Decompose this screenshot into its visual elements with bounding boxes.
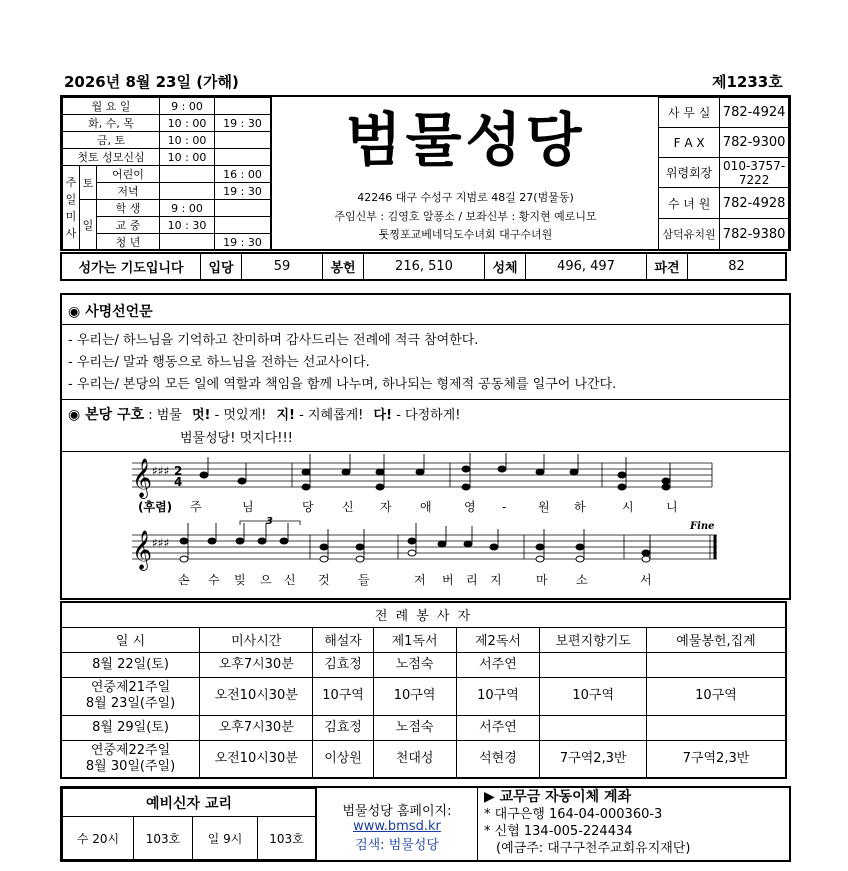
schedule-time: 9 : 00 <box>160 200 215 217</box>
mission-line: - 우리는/ 말과 행동으로 하느님을 전하는 선교사이다. <box>68 355 370 370</box>
schedule-time: 10 : 30 <box>160 217 215 234</box>
lyric-syllable: 서 <box>640 573 652 587</box>
parish-address: 42246 대구 수성구 지범로 48길 27(범물동) <box>357 191 574 204</box>
hymn-stats-row <box>60 252 787 281</box>
table-row <box>61 677 786 715</box>
sunday-label: 일 <box>80 200 97 251</box>
account-line: (예금주: 대구구천주교회유지재단) <box>496 841 691 856</box>
schedule-time <box>160 183 215 200</box>
mission-line: - 우리는/ 본당의 모든 일에 역할과 책임을 함께 나누며, 하나되는 형제적 공동체를 일구어 나간다. <box>68 377 617 392</box>
stat-label: 성체 <box>485 253 526 280</box>
mission-block <box>60 293 791 600</box>
treble-clef-icon: 𝄞 <box>132 458 153 498</box>
note-head <box>302 469 310 475</box>
schedule-label: 어린이 <box>97 166 160 183</box>
mission-heading: ◉ 사명선언문 <box>68 304 153 320</box>
note-head <box>376 469 384 475</box>
note-head <box>662 478 670 484</box>
note-head <box>342 469 350 475</box>
note-head <box>536 556 544 562</box>
servers-cell: 10구역 <box>456 677 540 715</box>
servers-cell: 이상원 <box>313 740 373 778</box>
servers-body <box>61 652 786 778</box>
contact-label: F A X <box>659 128 720 158</box>
schedule-label: 학 생 <box>97 200 160 217</box>
lyric-syllable: 시 <box>622 500 634 514</box>
servers-cell: 10구역 <box>373 677 456 715</box>
schedule-time: 10 : 00 <box>160 132 215 149</box>
motto-text: - 지혜롭게! <box>299 408 364 423</box>
issue-number: 제1233호 <box>712 73 783 91</box>
schedule-label: 화, 수, 목 <box>63 115 160 132</box>
note-head <box>180 538 188 544</box>
servers-header-row <box>61 627 786 652</box>
lyric-syllable: 마 <box>536 573 548 587</box>
schedule-time: 10 : 00 <box>160 115 215 132</box>
lyric-syllable: 님 <box>242 500 254 514</box>
lyric-syllable: 수 <box>208 573 220 587</box>
schedule-time <box>215 217 271 234</box>
note-head <box>356 556 364 562</box>
saturday-label: 토 <box>80 166 97 200</box>
note-head <box>490 544 498 550</box>
schedule-time <box>215 132 271 149</box>
lyric-syllable: 리 <box>466 573 478 587</box>
note-head <box>356 544 364 550</box>
servers-cell: 노점숙 <box>373 652 456 677</box>
lyric-syllable: 것 <box>318 573 330 587</box>
servers-cell: 김효정 <box>313 652 373 677</box>
parish-priests: 주임신부 : 김영호 알퐁소 / 보좌신부 : 황지현 예로니모 <box>334 210 597 223</box>
motto-text: : 범물 <box>148 408 182 423</box>
lyric-syllable: 영 <box>464 500 476 514</box>
lyric-syllable: 소 <box>576 573 588 587</box>
parish-title-panel <box>271 97 659 249</box>
contact-label: 위령회장 <box>659 158 720 188</box>
motto-keyword: 멋! <box>191 408 211 423</box>
stat-label: 봉헌 <box>323 253 364 280</box>
lyric-syllable: 버 <box>442 573 454 587</box>
schedule-time: 19 : 30 <box>215 234 271 251</box>
motto-line2: 범물성당! 멋지다!!! <box>180 431 293 446</box>
schedule-time: 19 : 30 <box>215 183 271 200</box>
note-head <box>464 541 472 547</box>
table-row <box>61 652 786 677</box>
schedule-time: 10 : 00 <box>160 149 215 166</box>
servers-header-cell: 제2독서 <box>456 627 540 652</box>
note-head <box>618 484 626 490</box>
servers-table <box>60 601 787 779</box>
treble-clef-icon: 𝄞 <box>132 530 153 570</box>
catechism-cell: 일 9시 <box>193 817 258 860</box>
note-head <box>662 484 670 490</box>
contact-value: 782-9380 <box>720 219 789 250</box>
note-head <box>302 484 310 490</box>
note-head <box>236 538 244 544</box>
catechism-cell: 수 20시 <box>63 817 134 860</box>
homepage-search: 검색: 범물성당 <box>355 838 439 853</box>
lyric-syllable: 으 <box>260 573 272 587</box>
note-head <box>180 556 188 562</box>
parish-name: 범물성당 <box>345 106 586 174</box>
motto-keyword: 다! <box>373 408 393 423</box>
schedule-time <box>215 200 271 217</box>
note-head <box>416 469 424 475</box>
note-head <box>576 556 584 562</box>
bottom-block <box>60 786 791 862</box>
servers-header-cell: 미사시간 <box>200 627 313 652</box>
note-head <box>258 538 266 544</box>
key-signature-icon: ♯♯♯ <box>152 536 170 550</box>
servers-cell: 오후7시30분 <box>200 652 313 677</box>
schedule-label: 저녁 <box>97 183 160 200</box>
notes-line-2 <box>180 523 650 562</box>
contact-label: 사 무 실 <box>659 98 720 128</box>
time-signature-icon: 2 <box>174 464 183 478</box>
note-head <box>376 484 384 490</box>
servers-cell: 천대성 <box>373 740 456 778</box>
motto-text: - 멋있게! <box>214 408 267 423</box>
note-head <box>408 550 416 556</box>
schedule-time <box>160 166 215 183</box>
servers-cell: 7구역2,3반 <box>540 740 647 778</box>
servers-cell: 노점숙 <box>373 715 456 740</box>
stat-value: 496, 497 <box>526 253 647 280</box>
note-head <box>238 478 246 484</box>
stat-value: 59 <box>242 253 323 280</box>
fine-mark: Fine <box>690 521 715 532</box>
lyric-syllable: 저 <box>414 573 426 587</box>
lyric-syllable: 애 <box>420 500 432 514</box>
note-head <box>498 466 506 472</box>
lyric-syllable: 지 <box>490 573 502 587</box>
contact-value: 782-4928 <box>720 188 789 219</box>
contacts-table <box>658 97 789 250</box>
lyric-syllable: 자 <box>380 500 392 514</box>
schedule-time: 9 : 00 <box>160 98 215 115</box>
homepage-link[interactable]: www.bmsd.kr <box>353 819 441 834</box>
schedule-time <box>160 234 215 251</box>
parish-nuns: 툿찡포교베네딕도수녀회 대구수녀원 <box>378 228 553 241</box>
lyric-syllable: 신 <box>342 500 354 514</box>
divider <box>62 451 789 452</box>
lyric-syllable: 손 <box>178 573 190 587</box>
note-head <box>408 538 416 544</box>
note-head <box>208 538 216 544</box>
schedule-time: 19 : 30 <box>215 115 271 132</box>
lyric-syllable: 들 <box>358 573 370 587</box>
servers-header-cell: 일 시 <box>61 627 200 652</box>
lyrics-line-2 <box>178 572 652 587</box>
lyric-syllable: - <box>502 500 507 514</box>
contact-label: 삼덕유치원 <box>659 219 720 250</box>
note-head <box>200 472 208 478</box>
lyric-syllable: 빚 <box>234 573 246 587</box>
schedule-time: 16 : 00 <box>215 166 271 183</box>
schedule-label: 첫토 성모신심 <box>63 149 160 166</box>
schedule-time <box>215 149 271 166</box>
servers-cell: 서주연 <box>456 652 540 677</box>
catechism-title: 예비신자 교리 <box>63 789 316 817</box>
refrain-label: (후렴) <box>138 500 173 514</box>
divider <box>62 324 789 325</box>
servers-cell: 8월 29일(토) <box>61 715 200 740</box>
account-title: ▶ 교무금 자동이체 계좌 <box>484 789 632 805</box>
note-head <box>576 544 584 550</box>
divider <box>62 399 789 400</box>
catechism-cell: 103호 <box>134 817 193 860</box>
mission-line: - 우리는/ 하느님을 기억하고 찬미하며 감사드리는 전례에 적극 참여한다. <box>68 333 479 348</box>
top-block <box>60 95 791 251</box>
lyric-syllable: 당 <box>302 500 314 514</box>
servers-title: 전 례 봉 사 자 <box>61 602 786 627</box>
homepage-panel <box>316 788 478 860</box>
servers-cell: 김효정 <box>313 715 373 740</box>
sunday-mass-label: 주 일 미 사 <box>63 166 80 251</box>
lyric-syllable: 신 <box>284 573 296 587</box>
note-head <box>280 538 288 544</box>
servers-cell: 연중제22주일 8월 30일(주일) <box>61 740 200 778</box>
servers-cell: 8월 22일(토) <box>61 652 200 677</box>
staff-lines-2 <box>132 535 717 559</box>
note-head <box>536 544 544 550</box>
servers-cell <box>540 652 647 677</box>
stat-label: 입당 <box>201 253 242 280</box>
bulletin-date: 2026년 8월 23일 (가해) <box>64 73 239 91</box>
servers-header-cell: 제1독서 <box>373 627 456 652</box>
motto-keyword: 지! <box>276 408 295 423</box>
note-head <box>320 556 328 562</box>
servers-cell: 석현경 <box>456 740 540 778</box>
homepage-label: 범물성당 홈페이지: <box>342 804 452 819</box>
hymn-score <box>62 453 789 596</box>
stat-value: 82 <box>688 253 787 280</box>
servers-header-cell: 해설자 <box>313 627 373 652</box>
lyrics-line-1 <box>190 499 678 514</box>
mass-schedule-table <box>62 97 271 251</box>
note-head <box>642 550 650 556</box>
servers-cell: 서주연 <box>456 715 540 740</box>
note-head <box>536 469 544 475</box>
servers-cell: 10구역 <box>540 677 647 715</box>
hymn-label: 성가는 기도입니다 <box>61 253 201 280</box>
contact-value: 782-9300 <box>720 128 789 158</box>
servers-cell: 오전10시30분 <box>200 740 313 778</box>
servers-cell: 오전10시30분 <box>200 677 313 715</box>
schedule-label: 월 요 일 <box>63 98 160 115</box>
time-signature-icon: 4 <box>174 475 183 489</box>
account-panel <box>484 789 784 857</box>
servers-cell: 오후7시30분 <box>200 715 313 740</box>
triplet-number: 3 <box>266 516 273 527</box>
servers-cell: 10구역 <box>646 677 786 715</box>
note-head <box>462 484 470 490</box>
catechism-table <box>62 788 316 860</box>
key-signature-icon: ♯♯♯ <box>152 464 170 478</box>
note-head <box>570 469 578 475</box>
motto-heading: ◉ 본당 구호 <box>68 407 145 423</box>
servers-cell: 7구역2,3반 <box>646 740 786 778</box>
contact-label: 수 녀 원 <box>659 188 720 219</box>
servers-cell: 연중제21주일 8월 23일(주일) <box>61 677 200 715</box>
lyric-syllable: 원 <box>538 500 550 514</box>
note-head <box>618 472 626 478</box>
schedule-label: 청 년 <box>97 234 160 251</box>
lyric-syllable: 니 <box>666 500 678 514</box>
servers-header-cell: 예물봉헌,집계 <box>646 627 786 652</box>
account-line: * 대구은행 164-04-000360-3 <box>484 807 663 822</box>
servers-cell <box>540 715 647 740</box>
servers-cell: 10구역 <box>313 677 373 715</box>
stat-label: 파견 <box>647 253 688 280</box>
notes-line-1 <box>200 453 670 490</box>
table-row <box>61 740 786 778</box>
contact-value: 010-3757-7222 <box>720 158 789 188</box>
servers-cell <box>646 652 786 677</box>
schedule-label: 교 중 <box>97 217 160 234</box>
schedule-label: 금, 토 <box>63 132 160 149</box>
parish-motto <box>68 404 460 424</box>
mission-lines <box>68 330 616 396</box>
note-head <box>320 544 328 550</box>
lyric-syllable: 하 <box>574 500 586 514</box>
catechism-cell: 103호 <box>258 817 316 860</box>
motto-text: - 다정하게! <box>396 408 461 423</box>
note-head <box>462 466 470 472</box>
note-head <box>642 556 650 562</box>
servers-header-cell: 보편지향기도 <box>540 627 647 652</box>
contact-value: 782-4924 <box>720 98 789 128</box>
account-line: * 신협 134-005-224434 <box>484 824 633 839</box>
note-head <box>438 541 446 547</box>
lyric-syllable: 주 <box>190 500 202 514</box>
table-row <box>61 715 786 740</box>
servers-cell <box>646 715 786 740</box>
stat-value: 216, 510 <box>364 253 485 280</box>
schedule-time <box>215 98 271 115</box>
